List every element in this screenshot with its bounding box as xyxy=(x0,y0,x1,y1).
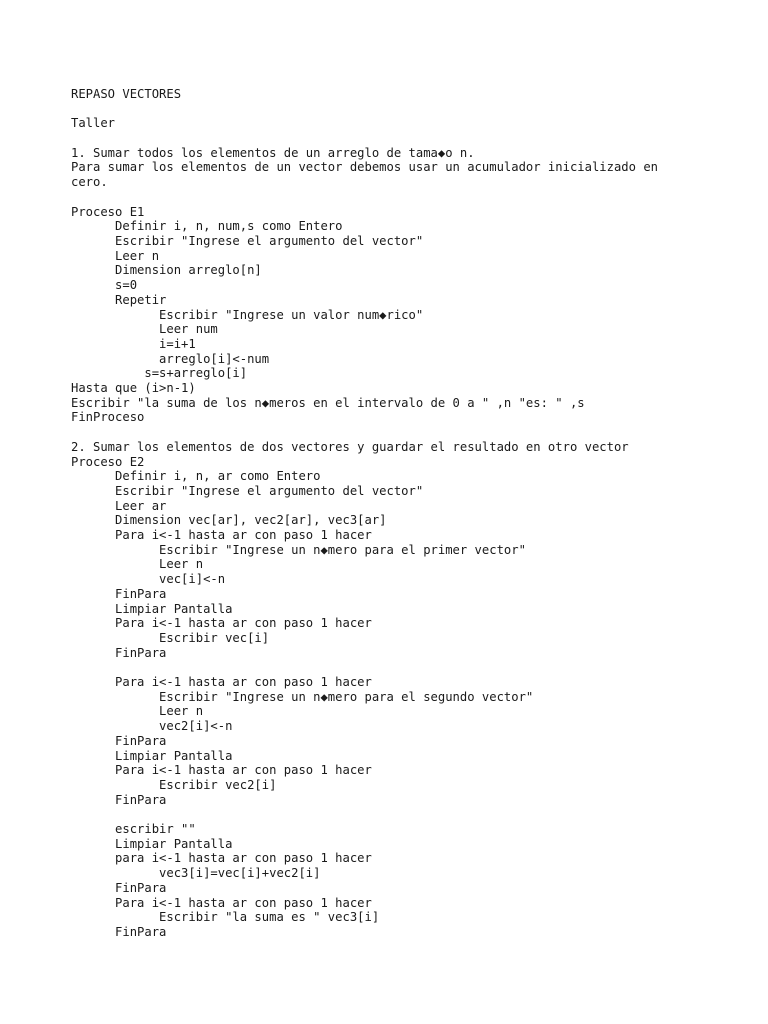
text-line: FinPara xyxy=(71,792,167,807)
text-line: Dimension arreglo[n] xyxy=(71,263,262,278)
text-line: arreglo[i]<-num xyxy=(71,351,270,366)
text-line: Para i<-1 hasta ar con paso 1 hacer xyxy=(71,528,372,543)
document-page xyxy=(71,87,751,940)
text-line: 2. Sumar los elementos de dos vectores y guardar el resultado en otro vector xyxy=(71,439,629,454)
text-line: Escribir "Ingrese el argumento del vector" xyxy=(71,483,424,498)
text-line: Definir i, n, num,s como Entero xyxy=(71,219,343,234)
text-line: para i<-1 hasta ar con paso 1 hacer xyxy=(71,851,372,866)
text-line: FinProceso xyxy=(71,410,145,425)
text-line: REPASO VECTORES xyxy=(71,87,182,101)
text-line: Proceso E1 xyxy=(71,204,145,219)
text-line: Repetir xyxy=(71,292,167,307)
text-line: Leer ar xyxy=(71,498,167,513)
text-line: FinPara xyxy=(71,586,167,601)
text-line: Para i<-1 hasta ar con paso 1 hacer xyxy=(71,895,372,910)
text-line: Escribir "la suma de los n◆meros en el intervalo de 0 a " ,n "es: " ,s xyxy=(71,395,585,410)
text-line: Escribir "Ingrese un valor num◆rico" xyxy=(71,307,424,322)
text-line: Hasta que (i>n-1) xyxy=(71,381,196,396)
text-line: FinPara xyxy=(71,733,167,748)
text-line: Para i<-1 hasta ar con paso 1 hacer xyxy=(71,616,372,631)
text-line: Leer num xyxy=(71,322,218,337)
blank-line xyxy=(71,102,751,117)
text-line: Escribir "la suma es " vec3[i] xyxy=(71,910,380,925)
text-line: Escribir vec2[i] xyxy=(71,777,277,792)
text-line: Para sumar los elementos de un vector debemos usar un acumulador inicializado en xyxy=(71,160,658,175)
text-line: escribir "" xyxy=(71,822,196,837)
blank-line xyxy=(71,190,751,205)
text-line: Definir i, n, ar como Entero xyxy=(71,469,321,484)
text-line: FinPara xyxy=(71,645,167,660)
text-line: Leer n xyxy=(71,557,204,572)
text-line: 1. Sumar todos los elementos de un arreglo de tama◆o n. xyxy=(71,145,475,160)
text-line: vec2[i]<-n xyxy=(71,719,233,734)
text-line: s=s+arreglo[i] xyxy=(71,366,248,381)
text-line: Para i<-1 hasta ar con paso 1 hacer xyxy=(71,763,372,778)
text-line: Proceso E2 xyxy=(71,454,145,469)
text-line: Dimension vec[ar], vec2[ar], vec3[ar] xyxy=(71,513,387,528)
text-line: Escribir "Ingrese el argumento del vector" xyxy=(71,233,424,248)
blank-line xyxy=(71,131,751,146)
text-line: Limpiar Pantalla xyxy=(71,601,233,616)
text-line: Para i<-1 hasta ar con paso 1 hacer xyxy=(71,675,372,690)
text-line: Limpiar Pantalla xyxy=(71,836,233,851)
text-line: Escribir "Ingrese un n◆mero para el primer vector" xyxy=(71,542,526,557)
text-line: i=i+1 xyxy=(71,336,196,351)
text-line: Taller xyxy=(71,116,116,131)
text-line: FinPara xyxy=(71,924,167,939)
text-line: Escribir vec[i] xyxy=(71,630,270,645)
text-line: Limpiar Pantalla xyxy=(71,748,233,763)
text-line: cero. xyxy=(71,175,108,190)
text-line: Leer n xyxy=(71,248,160,263)
blank-line xyxy=(71,425,751,440)
text-line: Escribir "Ingrese un n◆mero para el segundo vector" xyxy=(71,689,534,704)
blank-line xyxy=(71,807,751,822)
text-line: vec3[i]=vec[i]+vec2[i] xyxy=(71,866,321,881)
text-line: s=0 xyxy=(71,278,138,293)
text-line: FinPara xyxy=(71,880,167,895)
text-line: Leer n xyxy=(71,704,204,719)
text-line: vec[i]<-n xyxy=(71,572,226,587)
blank-line xyxy=(71,660,751,675)
